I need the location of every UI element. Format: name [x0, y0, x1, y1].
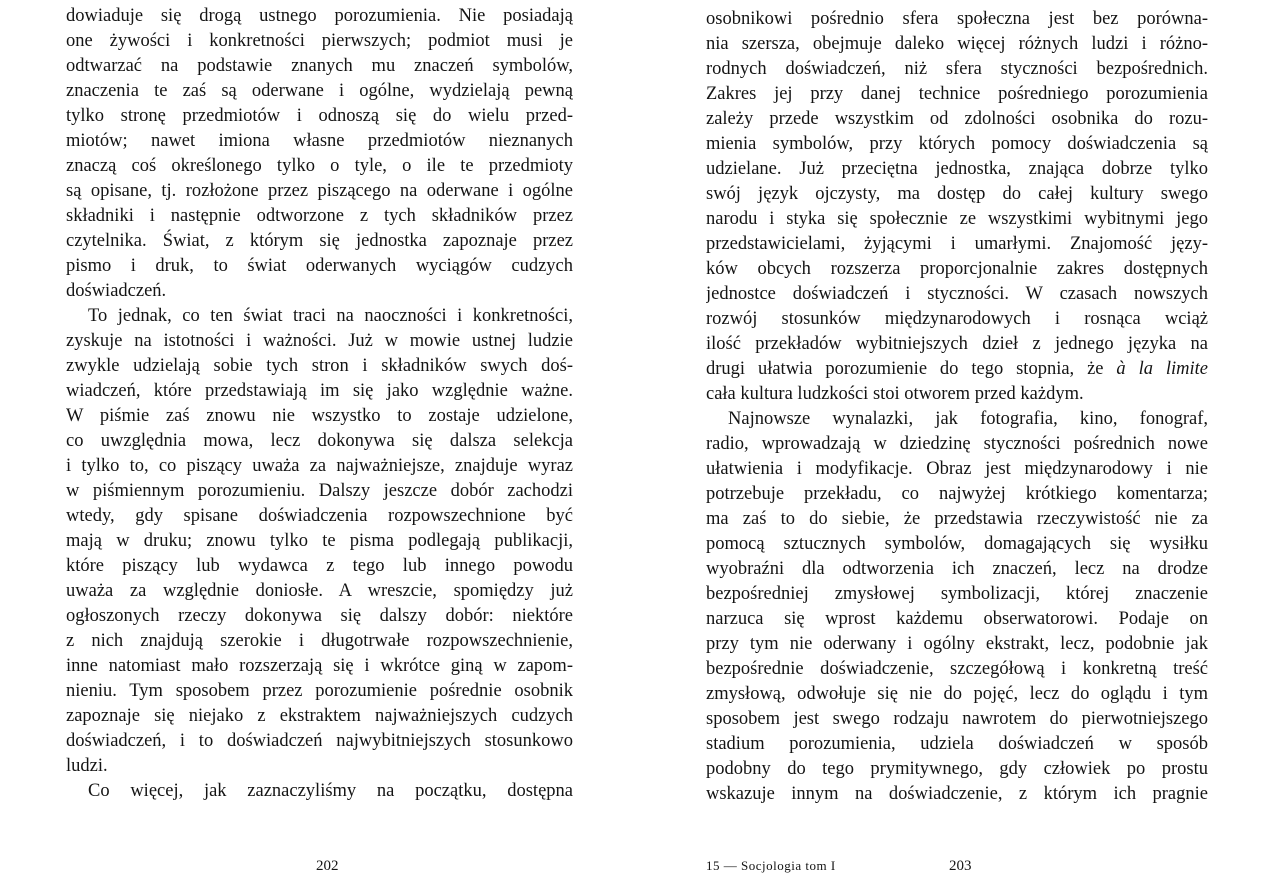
text-line — [706, 432, 1208, 457]
text-line-content: pomocą sztucznych symbolów, domagających się wysiłku — [706, 534, 1208, 554]
text-line — [66, 254, 573, 279]
text-line — [706, 357, 1208, 382]
text-line — [66, 379, 573, 404]
page-number-left: 202 — [316, 858, 339, 874]
text-line-content: nieniu. Tym sposobem przez porozumienie pośrednie osobnik — [66, 681, 573, 701]
text-line — [66, 54, 573, 79]
text-line — [66, 4, 573, 29]
text-line-content: doświadczeń, i to doświadczeń najwybitniejszych stosunkowo — [66, 731, 573, 751]
text-line — [66, 679, 573, 704]
text-line — [706, 182, 1208, 207]
text-line-content: swój język ojczysty, ma dostęp do całej kultury swego — [706, 184, 1208, 204]
text-line — [706, 607, 1208, 632]
text-line-content: co uwzględnia mowa, lecz dokonywa się dalsza selekcja — [66, 431, 573, 451]
text-line — [66, 604, 573, 629]
text-line-content: bezpośrednie doświadczenie, szczegółową i konkretną treść — [706, 659, 1208, 679]
text-line — [66, 729, 573, 754]
text-line — [66, 354, 573, 379]
text-line-content: sposobem jest swego rodzaju nawrotem do pierwotniejszego — [706, 709, 1208, 729]
text-line — [66, 554, 573, 579]
text-line — [66, 104, 573, 129]
text-line — [66, 779, 573, 804]
text-line-content: wyobraźni dla odtworzenia ich znaczeń, lecz na drodze — [706, 559, 1208, 579]
text-line-content: doświadczeń. — [66, 281, 167, 301]
text-line — [706, 207, 1208, 232]
text-line — [706, 257, 1208, 282]
text-line — [706, 532, 1208, 557]
text-line — [706, 132, 1208, 157]
text-line — [66, 329, 573, 354]
text-line-content: znaczenia te zaś są oderwane i ogólne, wydzielają pewną — [66, 81, 573, 101]
text-line-content: Najnowsze wynalazki, jak fotografia, kino, fonograf, — [728, 409, 1208, 429]
text-line — [706, 82, 1208, 107]
text-line — [66, 479, 573, 504]
text-line-content: miotów; nawet imiona własne przedmiotów nieznanych — [66, 131, 573, 151]
text-line — [706, 657, 1208, 682]
text-line — [706, 632, 1208, 657]
text-line — [66, 204, 573, 229]
text-line-content: potrzebuje przekładu, co najwyżej krótkiego komentarza; — [706, 484, 1208, 504]
text-line-content: narodu i styka się społecznie ze wszystkimi wybitnymi jego — [706, 209, 1208, 229]
text-line — [706, 782, 1208, 807]
text-line-content: czytelnika. Świat, z którym się jednostka zapoznaje przez — [66, 231, 573, 251]
text-line-content: nia szersza, obejmuje daleko więcej różnych ludzi i różno- — [706, 34, 1208, 54]
text-line-content: tylko stronę przedmiotów i odnoszą się do wielu przed- — [66, 106, 573, 126]
text-line-content: stadium porozumienia, udziela doświadczeń w sposób — [706, 734, 1208, 754]
text-line-content: ogłoszonych rzeczy dokonywa się dalszy dobór: niektóre — [66, 606, 573, 626]
text-line-content: które piszący lub wydawca z tego lub innego powodu — [66, 556, 573, 576]
text-line — [66, 654, 573, 679]
text-line-content: zyskuje na istotności i ważności. Już w mowie ustnej ludzie — [66, 331, 573, 351]
text-line-content: podobny do tego prymitywnego, gdy człowiek po prostu — [706, 759, 1208, 779]
text-line — [66, 229, 573, 254]
text-line-content: osobnikowi pośrednio sfera społeczna jest bez porówna- — [706, 9, 1208, 29]
text-line — [706, 307, 1208, 332]
text-line-content: radio, wprowadzają w dziedzinę styczności pośrednich nowe — [706, 434, 1208, 454]
text-line-content: są opisane, tj. rozłożone przez piszącego na oderwane i ogólne — [66, 181, 573, 201]
text-line-content: Co więcej, jak zaznaczyliśmy na początku, dostępna — [88, 781, 573, 801]
text-line — [66, 454, 573, 479]
text-line-content: dowiaduje się drogą ustnego porozumienia. Nie posiadają — [66, 6, 573, 26]
text-line-content: one żywości i konkretności pierwszych; podmiot musi je — [66, 31, 573, 51]
text-line-content: ułatwienia i modyfikacje. Obraz jest międzynarodowy i nie — [706, 459, 1208, 479]
text-line — [66, 154, 573, 179]
text-line-content: ludzi. — [66, 756, 108, 776]
text-line-content: ma zaś to do siebie, że przedstawia rzeczywistość nie za — [706, 509, 1208, 529]
text-line-content: pismo i druk, to świat oderwanych wyciągów cudzych — [66, 256, 573, 276]
text-line — [706, 232, 1208, 257]
text-line — [66, 629, 573, 654]
text-line — [706, 457, 1208, 482]
text-line — [706, 582, 1208, 607]
text-line — [66, 529, 573, 554]
text-line-content: drugi ułatwia porozumienie do tego stopnia, że — [706, 359, 1117, 379]
text-line — [706, 32, 1208, 57]
text-line-content: mienia symbolów, przy których pomocy doświadczenia są — [706, 134, 1208, 154]
text-line — [706, 707, 1208, 732]
italic-phrase: à la limite — [1116, 359, 1208, 379]
text-line-content: przedstawicielami, żyjącymi i umarłymi. Znajomość języ- — [706, 234, 1208, 254]
left-page-text — [66, 4, 573, 804]
text-line-content: Zakres jej przy danej technice pośredniego porozumienia — [706, 84, 1208, 104]
text-line-content: bezpośredniej zmysłowej symbolizacji, której znaczenie — [706, 584, 1208, 604]
text-line — [706, 282, 1208, 307]
page-number-right: 203 — [949, 858, 972, 874]
text-line — [66, 404, 573, 429]
text-line — [706, 407, 1208, 432]
text-line — [66, 754, 573, 779]
text-line-content: jednostce doświadczeń i styczności. W czasach nowszych — [706, 284, 1208, 304]
text-line-content: wskazuje innym na doświadczenie, z którym ich pragnie — [706, 784, 1208, 804]
text-line — [706, 7, 1208, 32]
text-line — [66, 704, 573, 729]
text-line — [66, 429, 573, 454]
text-line — [66, 179, 573, 204]
text-line-content: zależy przede wszystkim od zdolności osobnika do rozu- — [706, 109, 1208, 129]
text-line — [706, 732, 1208, 757]
text-line — [706, 507, 1208, 532]
text-line-content: zwykle udzielają sobie tych stron i składników swych doś- — [66, 356, 573, 376]
signature-footer: 15 — Socjologia tom I — [706, 858, 836, 873]
text-line-content: wtedy, gdy spisane doświadczenia rozpowszechnione być — [66, 506, 573, 526]
text-line-content: uważa za względnie doniosłe. A wreszcie, spomiędzy już — [66, 581, 573, 601]
text-line-content: ilość przekładów wybitniejszych dzieł z jednego języka na — [706, 334, 1208, 354]
text-line — [706, 382, 1208, 407]
text-line-content: zapoznaje się niejako z ekstraktem najważniejszych cudzych — [66, 706, 573, 726]
text-line-content: inne natomiast mało rozszerzają się i wkrótce giną w zapom- — [66, 656, 573, 676]
text-line — [66, 29, 573, 54]
text-line-content: odtwarzać na podstawie znanych mu znaczeń symbolów, — [66, 56, 573, 76]
text-line — [706, 157, 1208, 182]
text-line — [706, 682, 1208, 707]
text-line-content: cała kultura ludzkości stoi otworem przed każdym. — [706, 384, 1084, 404]
text-line — [66, 129, 573, 154]
text-line — [706, 57, 1208, 82]
text-line-content: narzuca się wprost każdemu obserwatorowi. Podaje on — [706, 609, 1208, 629]
text-line — [706, 757, 1208, 782]
text-line — [706, 332, 1208, 357]
text-line-content: znaczą coś określonego tylko o tyle, o ile te przedmioty — [66, 156, 573, 176]
text-line-content: W piśmie zaś znowu nie wszystko to zostaje udzielone, — [66, 406, 573, 426]
text-line-content: w piśmiennym porozumieniu. Dalszy jeszcze dobór zachodzi — [66, 481, 573, 501]
text-line-content: wiadczeń, które przedstawiają im się jako względnie ważne. — [66, 381, 573, 401]
text-line-content: zmysłową, odwołuje się nie do pojęć, lecz do oglądu i tym — [706, 684, 1208, 704]
text-line — [66, 504, 573, 529]
text-line-content: ków obcych rozszerza proporcjonalnie zakres dostępnych — [706, 259, 1208, 279]
text-line-content: składniki i następnie odtworzone z tych składników przez — [66, 206, 573, 226]
text-line — [66, 304, 573, 329]
text-line-content: i tylko to, co piszący uważa za najważniejsze, znajduje wyraz — [66, 456, 573, 476]
text-line-content: z nich znajdują szerokie i długotrwałe rozpowszechnienie, — [66, 631, 573, 651]
text-line-content: mają w druku; znowu tylko te pisma podlegają publikacji, — [66, 531, 573, 551]
text-line — [706, 107, 1208, 132]
right-page-text — [706, 7, 1208, 807]
text-line — [66, 79, 573, 104]
text-line-content: To jednak, co ten świat traci na naoczności i konkretności, — [88, 306, 573, 326]
text-line-content: udzielane. Już przeciętna jednostka, znająca dobrze tylko — [706, 159, 1208, 179]
text-line-content: przy tym nie oderwany i ogólny ekstrakt, lecz, podobnie jak — [706, 634, 1208, 654]
text-line — [66, 579, 573, 604]
text-line — [66, 279, 573, 304]
text-line — [706, 557, 1208, 582]
text-line — [706, 482, 1208, 507]
text-line-content: rozwój stosunków międzynarodowych i rosnąca wciąż — [706, 309, 1208, 329]
text-line-content: rodnych doświadczeń, niż sfera styczności bezpośrednich. — [706, 59, 1208, 79]
